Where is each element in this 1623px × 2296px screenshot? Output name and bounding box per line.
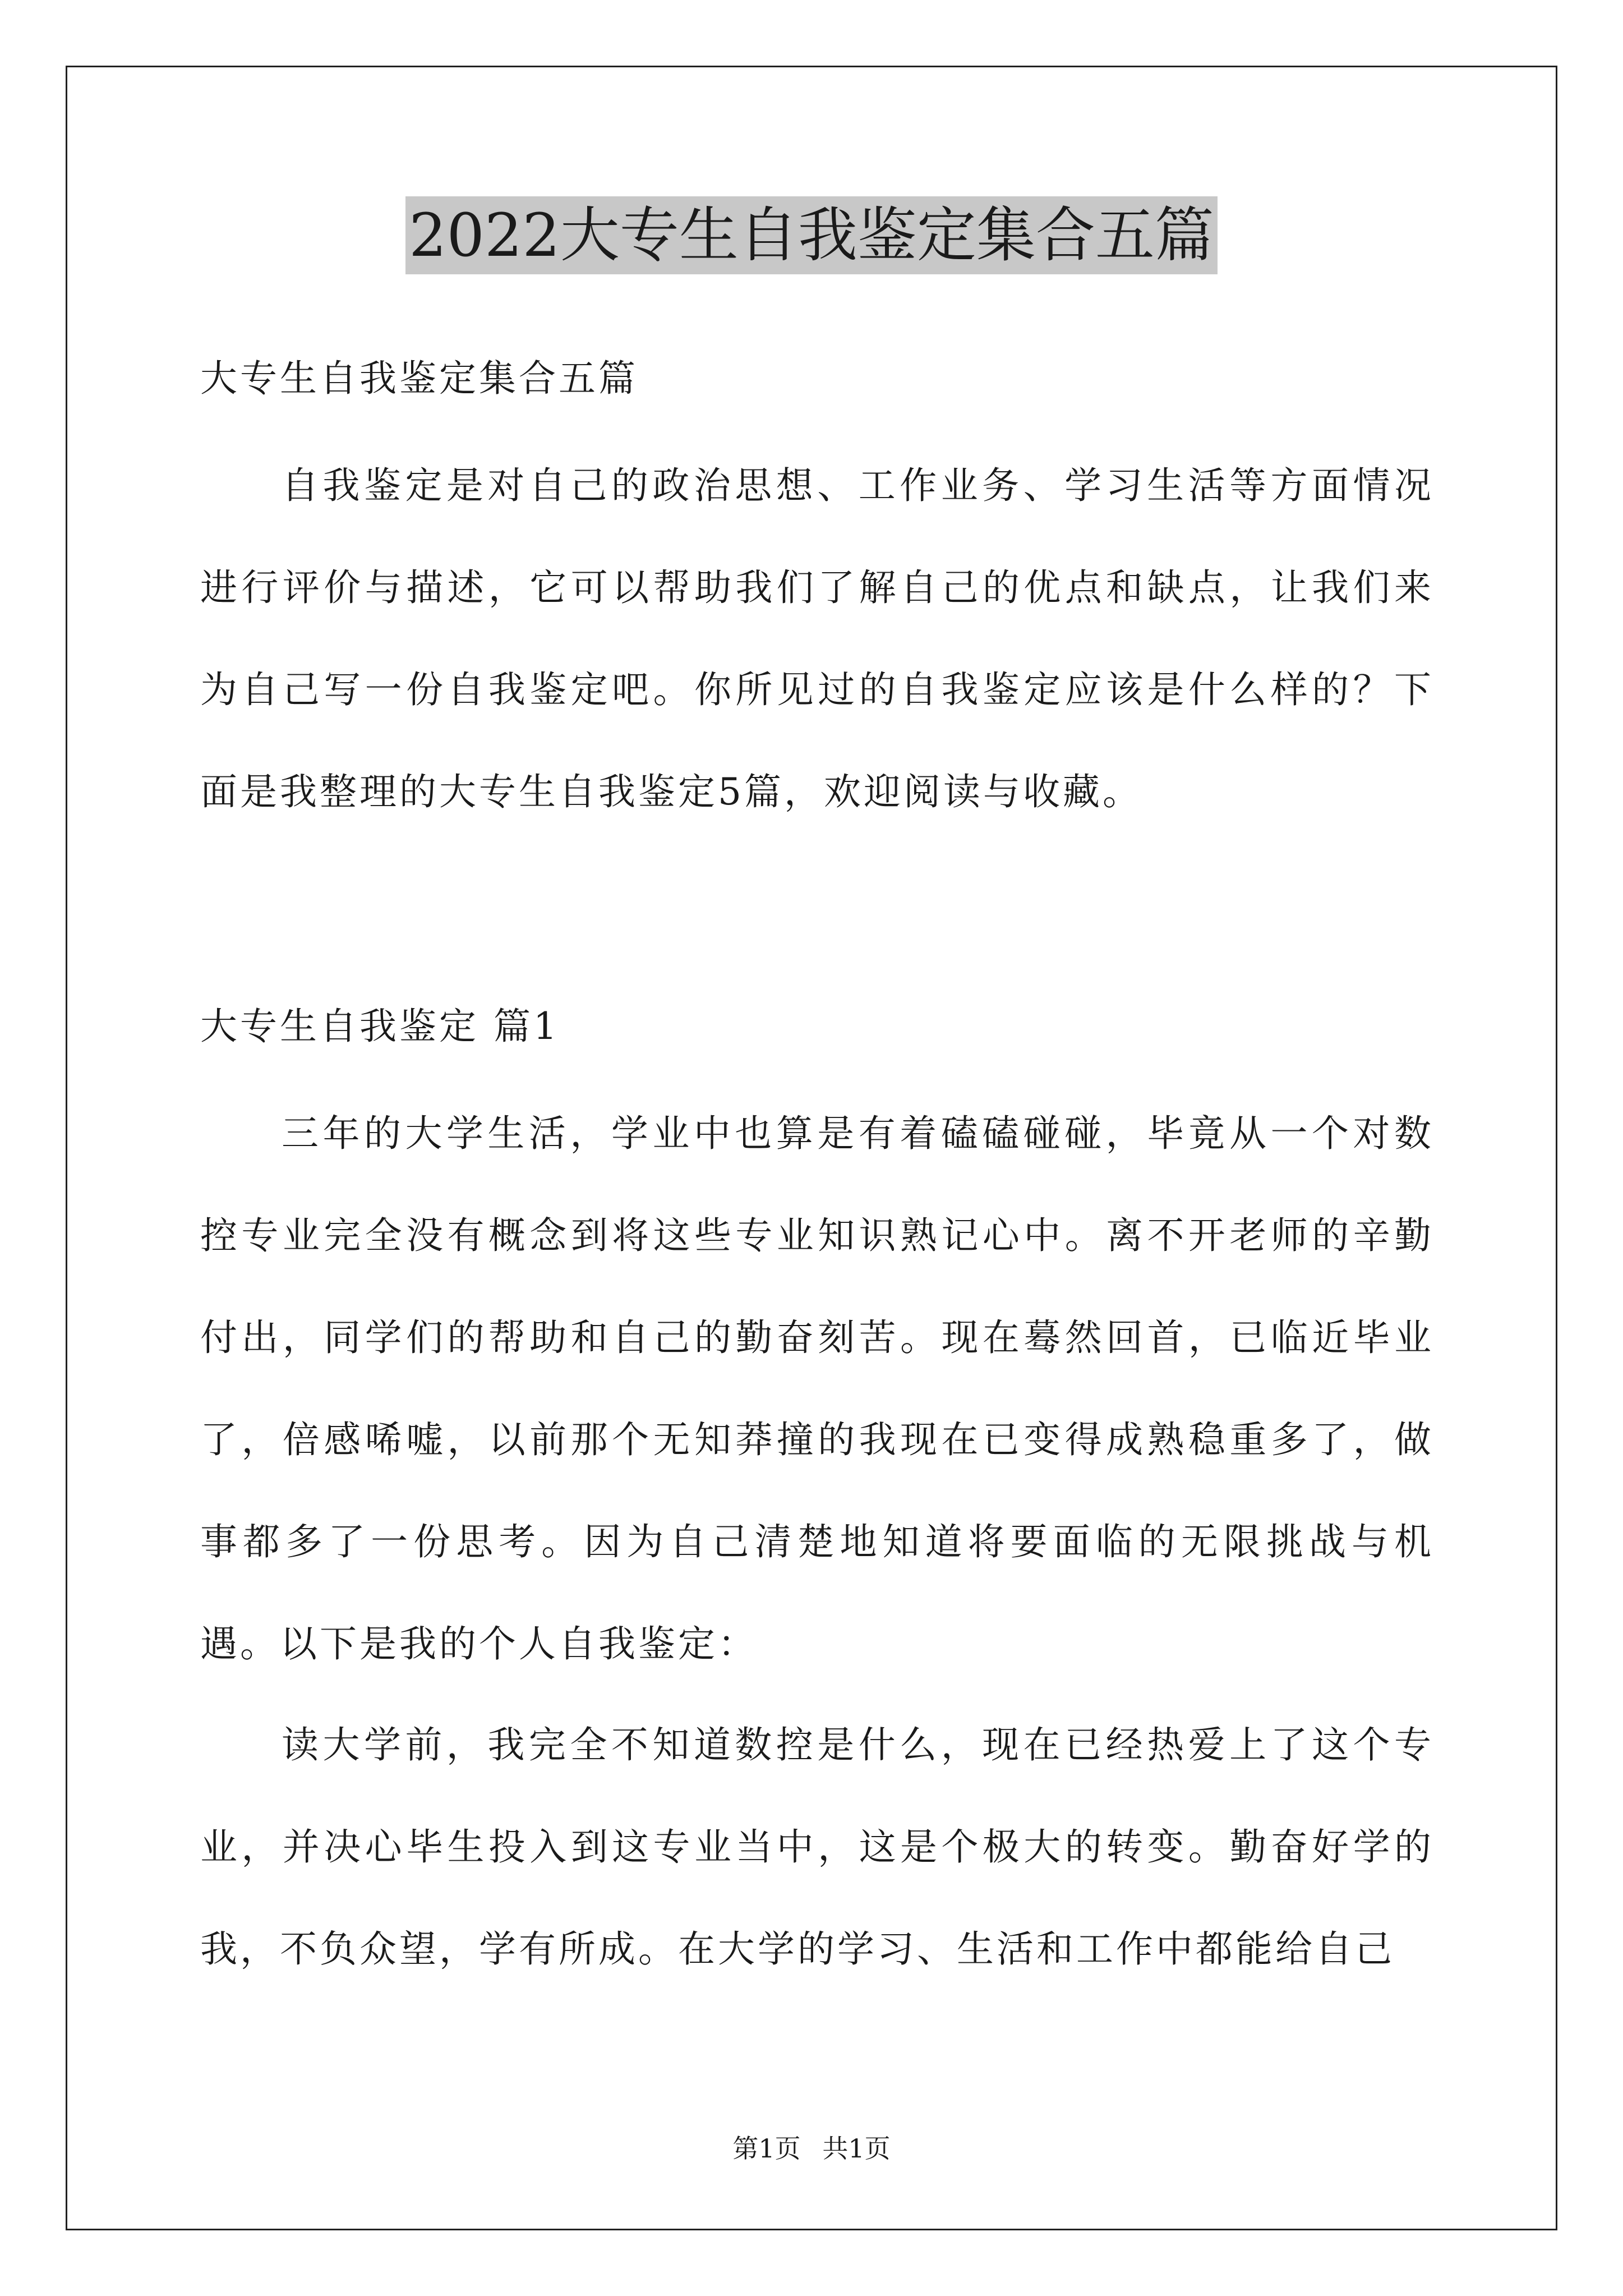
intro-paragraph: 自我鉴定是对自己的政治思想、工作业务、学习生活等方面情况进行评价与描述，它可以帮助我们了解自己的优点和缺点，让我们来为自己写一份自我鉴定吧。你所见过的自我鉴定应该是什么样的？下面是我整理的大专生自我鉴定5篇，欢迎阅读与收藏。 <box>200 464 1434 813</box>
section-1-paragraph-1: 三年的大学生活，学业中也算是有着磕磕碰碰，毕竟从一个对数控专业完全没有概念到将这些专业知识熟记心中。离不开老师的辛勤付出，同学们的帮助和自己的勤奋刻苦。现在蓦然回首，已临近毕业了，倍感唏嘘，以前那个无知莽撞的我现在已变得成熟稳重多了，做事都多了一份思考。因为自己清楚地知道将要面临的无限挑战与机遇。以下是我的个人自我鉴定： <box>200 1112 1434 1665</box>
page-number: 第1页 <box>732 2133 801 2164</box>
page-footer <box>0 2132 1623 2165</box>
document-subtitle: 大专生自我鉴定集合五篇 <box>200 357 638 400</box>
document-title <box>0 194 1623 278</box>
section-1-heading: 大专生自我鉴定 篇1 <box>200 1005 560 1048</box>
document-title-text: 2022大专生自我鉴定集合五篇 <box>405 196 1218 274</box>
section-1-paragraph-2: 读大学前，我完全不知道数控是什么，现在已经热爱上了这个专业，并决心毕生投入到这专业当中，这是个极大的转变。勤奋好学的我，不负众望，学有所成。在大学的学习、生活和工作中都能给自己 <box>200 1723 1434 1971</box>
page-total: 共1页 <box>822 2133 891 2164</box>
